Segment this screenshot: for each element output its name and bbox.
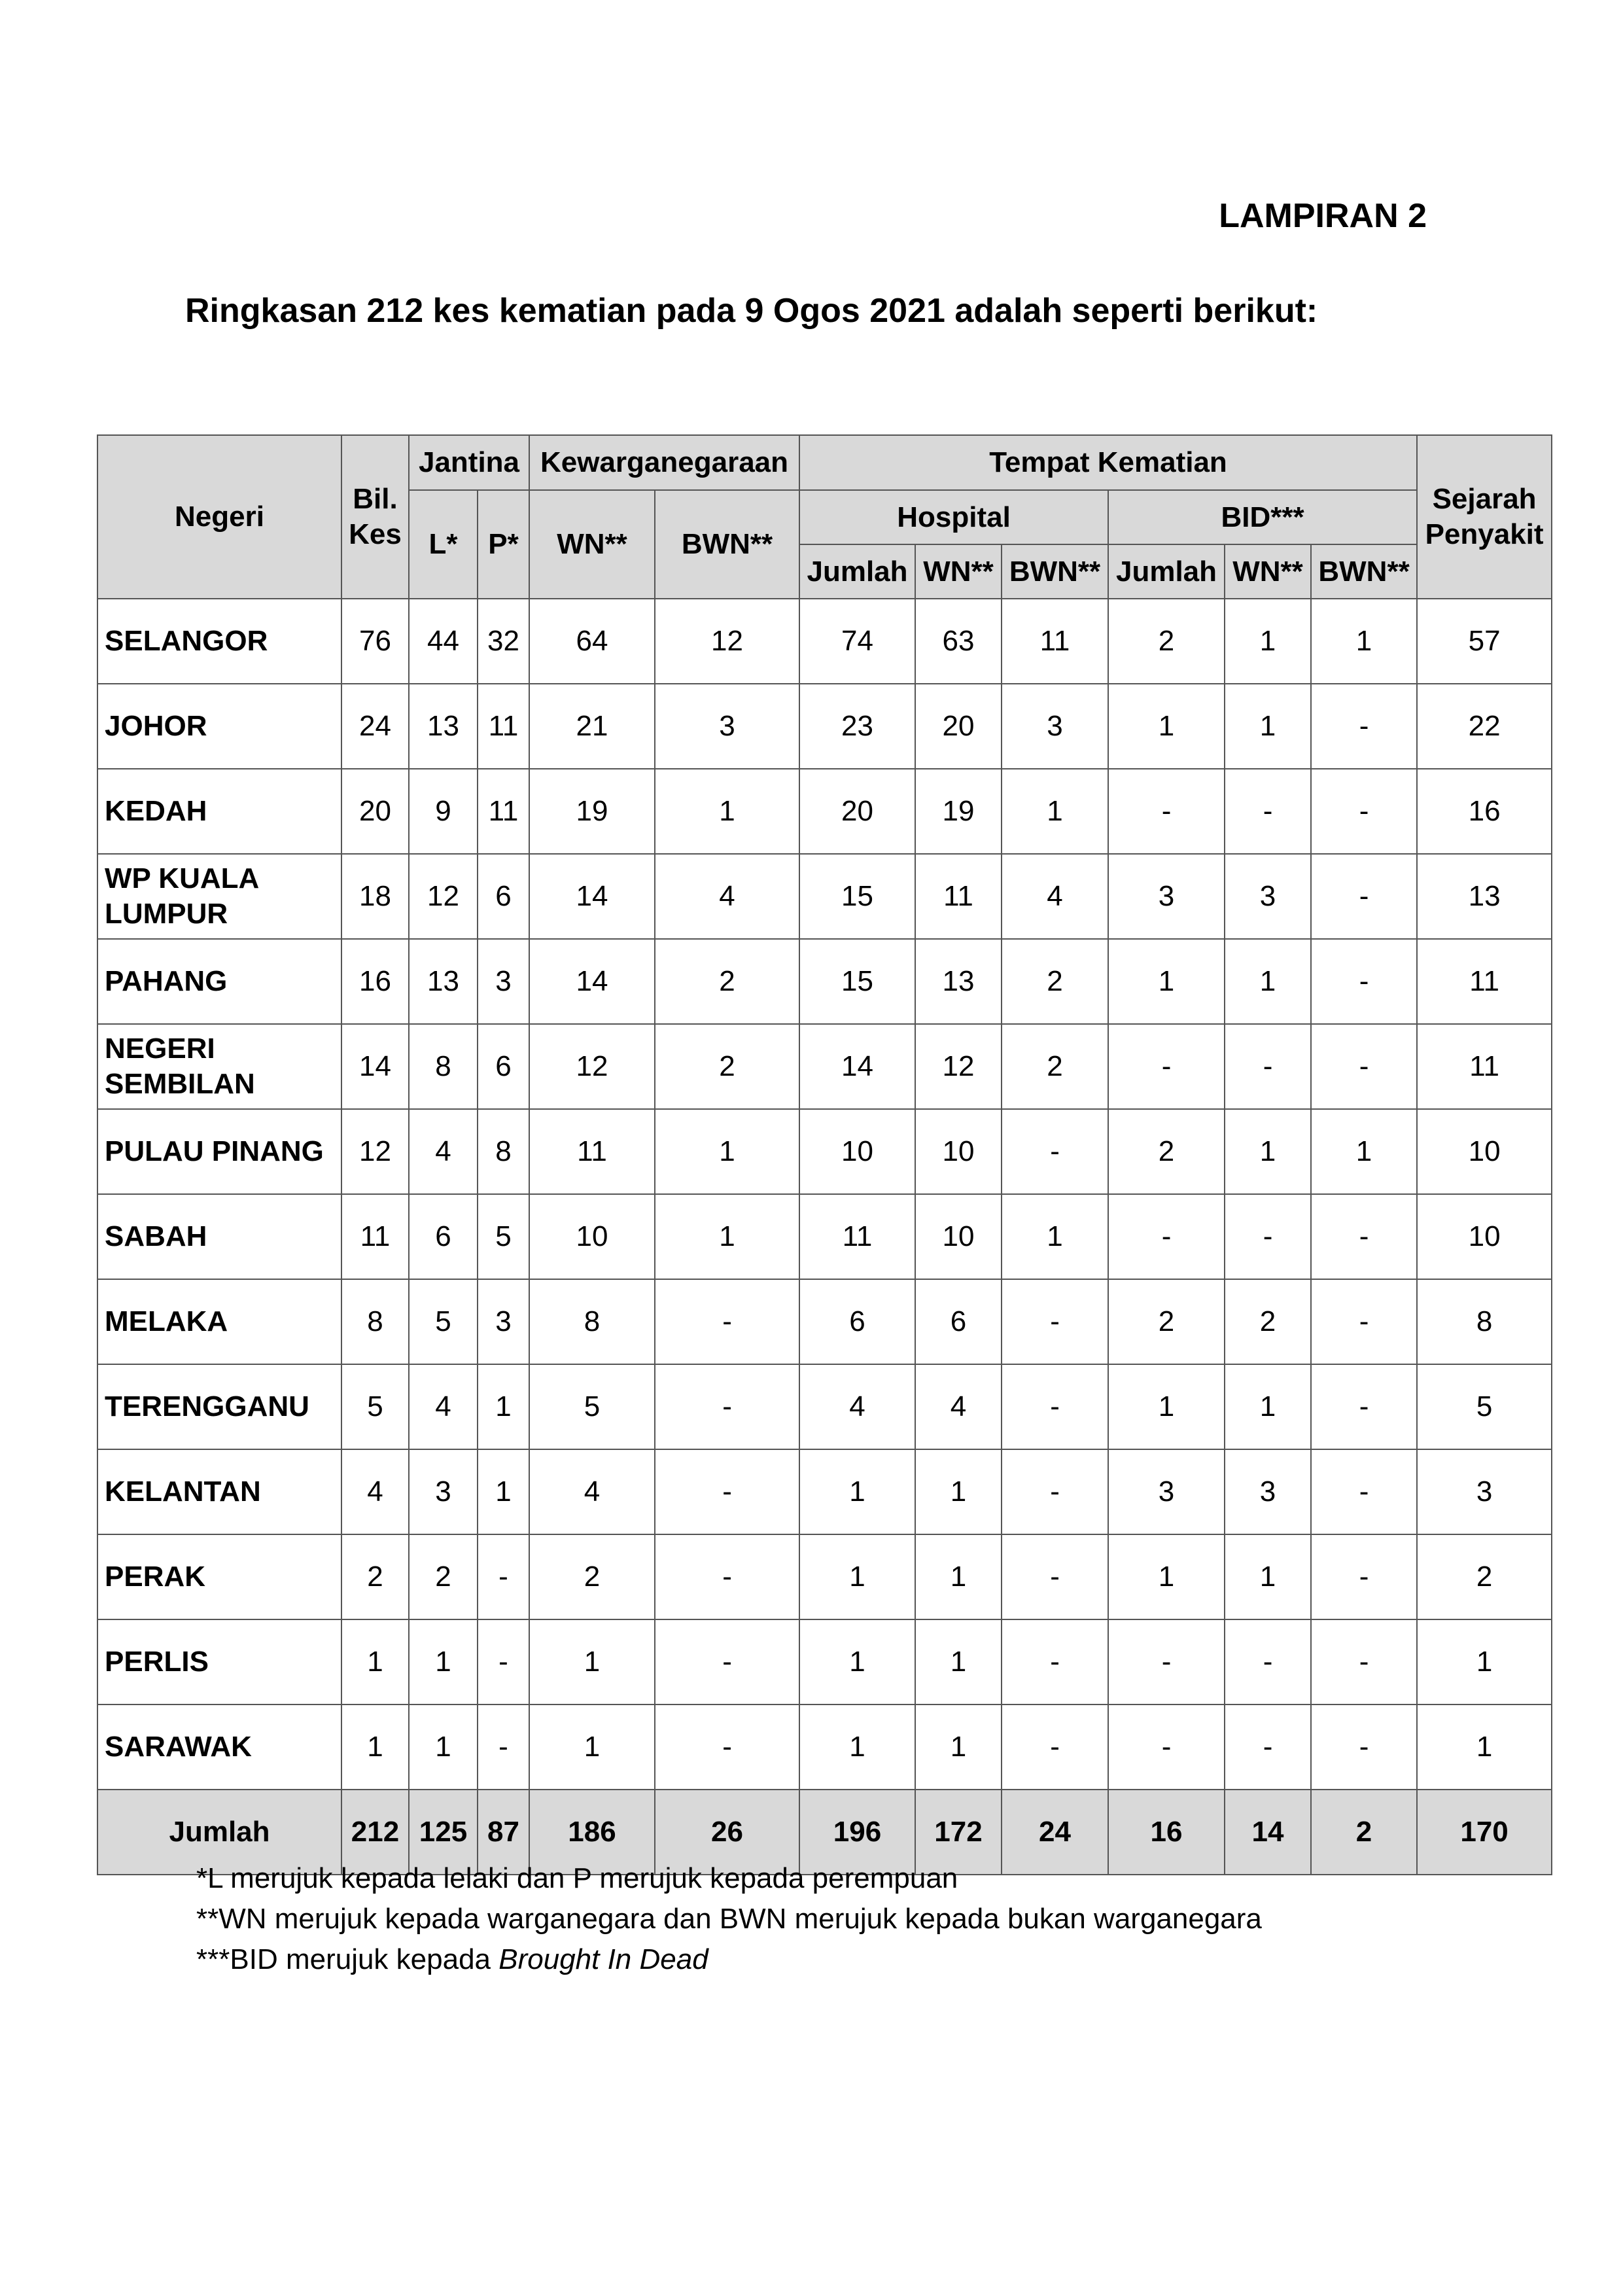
- total-p: 87: [478, 1790, 529, 1875]
- cell-p: 6: [478, 1024, 529, 1109]
- cell-bil: 8: [341, 1279, 409, 1364]
- col-bid-wn: WN**: [1225, 544, 1311, 599]
- total-l: 125: [409, 1790, 478, 1875]
- cell-h-bwn: 1: [1002, 1194, 1108, 1279]
- cell-b-jumlah: -: [1108, 1619, 1225, 1704]
- cell-p: -: [478, 1619, 529, 1704]
- cell-l: 6: [409, 1194, 478, 1279]
- cell-p: 1: [478, 1449, 529, 1534]
- cell-h-bwn: -: [1002, 1704, 1108, 1790]
- cell-bil: 4: [341, 1449, 409, 1534]
- cell-l: 8: [409, 1024, 478, 1109]
- cell-wn: 14: [529, 854, 655, 939]
- cell-wn: 2: [529, 1534, 655, 1619]
- cell-wn: 1: [529, 1619, 655, 1704]
- table-row: [97, 1279, 1552, 1364]
- cell-l: 2: [409, 1534, 478, 1619]
- cell-wn: 14: [529, 939, 655, 1024]
- cell-h-jumlah: 74: [799, 599, 915, 684]
- cell-bil: 1: [341, 1704, 409, 1790]
- col-hospital-jumlah: Jumlah: [799, 544, 915, 599]
- footnote-citizenship: **WN merujuk kepada warganegara dan BWN merujuk kepada bukan warganegara: [196, 1903, 1262, 1935]
- cell-h-bwn: -: [1002, 1619, 1108, 1704]
- cell-h-jumlah: 1: [799, 1449, 915, 1534]
- cell-wn: 64: [529, 599, 655, 684]
- cell-sejarah: 22: [1417, 684, 1552, 769]
- cell-bwn: 1: [655, 1109, 799, 1194]
- cell-l: 13: [409, 939, 478, 1024]
- col-l: L*: [409, 490, 478, 599]
- cell-bwn: 4: [655, 854, 799, 939]
- cell-negeri: PERAK: [97, 1534, 341, 1619]
- cell-bwn: 3: [655, 684, 799, 769]
- cell-bwn: 2: [655, 1024, 799, 1109]
- total-label: Jumlah: [97, 1790, 341, 1875]
- cell-p: -: [478, 1534, 529, 1619]
- cell-p: 11: [478, 684, 529, 769]
- cell-negeri: KEDAH: [97, 769, 341, 854]
- col-wn: WN**: [529, 490, 655, 599]
- cell-h-jumlah: 11: [799, 1194, 915, 1279]
- footnote-bid-italic: Brought In Dead: [498, 1943, 708, 1975]
- cell-negeri: TERENGGANU: [97, 1364, 341, 1449]
- cell-b-bwn: -: [1311, 684, 1417, 769]
- col-bid-bwn: BWN**: [1311, 544, 1417, 599]
- cell-l: 13: [409, 684, 478, 769]
- cell-sejarah: 2: [1417, 1534, 1552, 1619]
- cell-b-bwn: -: [1311, 1534, 1417, 1619]
- cell-h-wn: 10: [915, 1194, 1002, 1279]
- cell-b-wn: -: [1225, 1194, 1311, 1279]
- cell-h-bwn: -: [1002, 1449, 1108, 1534]
- total-hospital-bwn: 24: [1002, 1790, 1108, 1875]
- cell-h-jumlah: 10: [799, 1109, 915, 1194]
- col-bwn: BWN**: [655, 490, 799, 599]
- cell-b-bwn: 1: [1311, 1109, 1417, 1194]
- cell-bwn: -: [655, 1534, 799, 1619]
- col-hospital: Hospital: [799, 490, 1108, 544]
- cell-h-wn: 1: [915, 1619, 1002, 1704]
- cell-b-wn: -: [1225, 1619, 1311, 1704]
- footnote-bid-prefix: ***BID merujuk kepada: [196, 1943, 499, 1975]
- total-hospital-wn: 172: [915, 1790, 1002, 1875]
- cell-h-bwn: -: [1002, 1279, 1108, 1364]
- cell-bwn: -: [655, 1279, 799, 1364]
- cell-sejarah: 1: [1417, 1619, 1552, 1704]
- cell-b-bwn: -: [1311, 854, 1417, 939]
- cell-b-jumlah: -: [1108, 769, 1225, 854]
- col-p: P*: [478, 490, 529, 599]
- cell-b-wn: -: [1225, 1704, 1311, 1790]
- cell-wn: 5: [529, 1364, 655, 1449]
- cell-bil: 2: [341, 1534, 409, 1619]
- table-row: [97, 939, 1552, 1024]
- cell-bwn: -: [655, 1449, 799, 1534]
- cell-bil: 18: [341, 854, 409, 939]
- table-row: [97, 1024, 1552, 1109]
- cell-negeri: PULAU PINANG: [97, 1109, 341, 1194]
- cell-h-wn: 1: [915, 1449, 1002, 1534]
- cell-h-wn: 1: [915, 1534, 1002, 1619]
- cell-b-bwn: -: [1311, 939, 1417, 1024]
- cell-b-wn: -: [1225, 769, 1311, 854]
- cell-p: 3: [478, 1279, 529, 1364]
- table-row: [97, 1619, 1552, 1704]
- cell-h-bwn: 11: [1002, 599, 1108, 684]
- cell-p: 8: [478, 1109, 529, 1194]
- cell-bwn: 1: [655, 769, 799, 854]
- total-sejarah: 170: [1417, 1790, 1552, 1875]
- cell-b-bwn: -: [1311, 1024, 1417, 1109]
- cell-b-jumlah: 3: [1108, 1449, 1225, 1534]
- cell-b-wn: 3: [1225, 854, 1311, 939]
- cell-b-bwn: -: [1311, 1704, 1417, 1790]
- cell-bil: 11: [341, 1194, 409, 1279]
- cell-h-wn: 10: [915, 1109, 1002, 1194]
- cell-bil: 16: [341, 939, 409, 1024]
- cell-h-bwn: 2: [1002, 1024, 1108, 1109]
- cell-wn: 11: [529, 1109, 655, 1194]
- cell-wn: 19: [529, 769, 655, 854]
- cell-sejarah: 3: [1417, 1449, 1552, 1534]
- cell-h-wn: 63: [915, 599, 1002, 684]
- cell-sejarah: 1: [1417, 1704, 1552, 1790]
- total-hospital-jumlah: 196: [799, 1790, 915, 1875]
- cell-negeri: SABAH: [97, 1194, 341, 1279]
- col-bid: BID***: [1108, 490, 1417, 544]
- col-bid-jumlah: Jumlah: [1108, 544, 1225, 599]
- cell-bil: 76: [341, 599, 409, 684]
- cell-sejarah: 5: [1417, 1364, 1552, 1449]
- total-bwn: 26: [655, 1790, 799, 1875]
- total-bid-jumlah: 16: [1108, 1790, 1225, 1875]
- cell-bil: 24: [341, 684, 409, 769]
- col-tempat-kematian: Tempat Kematian: [799, 435, 1417, 490]
- cell-b-jumlah: 1: [1108, 1534, 1225, 1619]
- cell-sejarah: 57: [1417, 599, 1552, 684]
- cell-b-jumlah: 2: [1108, 1109, 1225, 1194]
- table-row: [97, 1534, 1552, 1619]
- cell-wn: 21: [529, 684, 655, 769]
- cell-h-jumlah: 20: [799, 769, 915, 854]
- table-row: [97, 1704, 1552, 1790]
- cell-wn: 8: [529, 1279, 655, 1364]
- table-row: [97, 599, 1552, 684]
- cell-bwn: -: [655, 1704, 799, 1790]
- cell-b-wn: 1: [1225, 1109, 1311, 1194]
- cell-p: -: [478, 1704, 529, 1790]
- cell-h-wn: 20: [915, 684, 1002, 769]
- col-jantina: Jantina: [409, 435, 529, 490]
- cell-h-jumlah: 15: [799, 939, 915, 1024]
- cell-b-bwn: -: [1311, 1449, 1417, 1534]
- cell-l: 1: [409, 1704, 478, 1790]
- cell-h-wn: 4: [915, 1364, 1002, 1449]
- total-bid-bwn: 2: [1311, 1790, 1417, 1875]
- table-row: [97, 769, 1552, 854]
- cell-l: 3: [409, 1449, 478, 1534]
- cell-b-wn: 1: [1225, 1534, 1311, 1619]
- cell-sejarah: 16: [1417, 769, 1552, 854]
- cell-h-jumlah: 1: [799, 1534, 915, 1619]
- cell-negeri: NEGERI SEMBILAN: [97, 1024, 341, 1109]
- cell-wn: 1: [529, 1704, 655, 1790]
- cell-b-bwn: 1: [1311, 599, 1417, 684]
- table-row: [97, 1194, 1552, 1279]
- cell-l: 9: [409, 769, 478, 854]
- cell-h-bwn: 2: [1002, 939, 1108, 1024]
- cell-p: 6: [478, 854, 529, 939]
- table-row: [97, 854, 1552, 939]
- cell-p: 3: [478, 939, 529, 1024]
- cell-b-wn: 1: [1225, 1364, 1311, 1449]
- cell-wn: 10: [529, 1194, 655, 1279]
- cell-h-bwn: -: [1002, 1364, 1108, 1449]
- cell-negeri: PAHANG: [97, 939, 341, 1024]
- cell-negeri: SARAWAK: [97, 1704, 341, 1790]
- cell-h-bwn: 4: [1002, 854, 1108, 939]
- cell-h-bwn: -: [1002, 1109, 1108, 1194]
- total-bil: 212: [341, 1790, 409, 1875]
- table-row: [97, 1449, 1552, 1534]
- table-row: [97, 1109, 1552, 1194]
- footnote-gender: *L merujuk kepada lelaki dan P merujuk kepada perempuan: [196, 1862, 958, 1894]
- cell-p: 11: [478, 769, 529, 854]
- cell-l: 1: [409, 1619, 478, 1704]
- table-body: [97, 599, 1552, 1790]
- cell-negeri: SELANGOR: [97, 599, 341, 684]
- cell-h-jumlah: 1: [799, 1619, 915, 1704]
- cell-negeri: JOHOR: [97, 684, 341, 769]
- death-summary-table: [97, 434, 1552, 1875]
- cell-negeri: PERLIS: [97, 1619, 341, 1704]
- cell-b-jumlah: 2: [1108, 1279, 1225, 1364]
- cell-b-wn: 1: [1225, 684, 1311, 769]
- cell-wn: 4: [529, 1449, 655, 1534]
- cell-b-jumlah: 1: [1108, 1364, 1225, 1449]
- cell-bil: 20: [341, 769, 409, 854]
- cell-l: 12: [409, 854, 478, 939]
- cell-h-bwn: 3: [1002, 684, 1108, 769]
- cell-b-jumlah: -: [1108, 1704, 1225, 1790]
- cell-l: 4: [409, 1109, 478, 1194]
- cell-sejarah: 13: [1417, 854, 1552, 939]
- cell-b-jumlah: -: [1108, 1024, 1225, 1109]
- col-negeri: Negeri: [97, 435, 341, 599]
- cell-h-jumlah: 15: [799, 854, 915, 939]
- cell-bil: 1: [341, 1619, 409, 1704]
- cell-h-bwn: -: [1002, 1534, 1108, 1619]
- footnote-bid: [196, 1939, 1262, 1980]
- cell-b-bwn: -: [1311, 769, 1417, 854]
- cell-b-bwn: -: [1311, 1194, 1417, 1279]
- cell-b-jumlah: 1: [1108, 684, 1225, 769]
- cell-bwn: -: [655, 1364, 799, 1449]
- cell-p: 5: [478, 1194, 529, 1279]
- cell-h-wn: 19: [915, 769, 1002, 854]
- cell-h-wn: 13: [915, 939, 1002, 1024]
- cell-bil: 12: [341, 1109, 409, 1194]
- cell-bwn: 1: [655, 1194, 799, 1279]
- cell-sejarah: 8: [1417, 1279, 1552, 1364]
- cell-b-bwn: -: [1311, 1279, 1417, 1364]
- cell-negeri: KELANTAN: [97, 1449, 341, 1534]
- cell-bwn: 12: [655, 599, 799, 684]
- cell-p: 32: [478, 599, 529, 684]
- cell-h-jumlah: 4: [799, 1364, 915, 1449]
- cell-h-bwn: 1: [1002, 769, 1108, 854]
- col-sejarah-penyakit: Sejarah Penyakit: [1417, 435, 1552, 599]
- cell-h-wn: 11: [915, 854, 1002, 939]
- cell-b-bwn: -: [1311, 1619, 1417, 1704]
- cell-h-jumlah: 23: [799, 684, 915, 769]
- cell-bil: 14: [341, 1024, 409, 1109]
- cell-bwn: -: [655, 1619, 799, 1704]
- cell-l: 5: [409, 1279, 478, 1364]
- cell-b-wn: 1: [1225, 939, 1311, 1024]
- cell-negeri: MELAKA: [97, 1279, 341, 1364]
- total-wn: 186: [529, 1790, 655, 1875]
- cell-p: 1: [478, 1364, 529, 1449]
- cell-b-wn: 2: [1225, 1279, 1311, 1364]
- col-bil-kes: Bil. Kes: [341, 435, 409, 599]
- cell-h-wn: 6: [915, 1279, 1002, 1364]
- cell-h-wn: 1: [915, 1704, 1002, 1790]
- cell-h-jumlah: 1: [799, 1704, 915, 1790]
- cell-b-jumlah: 1: [1108, 939, 1225, 1024]
- cell-b-bwn: -: [1311, 1364, 1417, 1449]
- cell-h-jumlah: 6: [799, 1279, 915, 1364]
- table-row: [97, 1364, 1552, 1449]
- cell-sejarah: 11: [1417, 939, 1552, 1024]
- annex-label: LAMPIRAN 2: [1219, 197, 1427, 235]
- cell-wn: 12: [529, 1024, 655, 1109]
- cell-bil: 5: [341, 1364, 409, 1449]
- cell-b-wn: 1: [1225, 599, 1311, 684]
- cell-bwn: 2: [655, 939, 799, 1024]
- cell-b-wn: -: [1225, 1024, 1311, 1109]
- cell-l: 4: [409, 1364, 478, 1449]
- table-header: [97, 435, 1552, 599]
- cell-l: 44: [409, 599, 478, 684]
- cell-negeri: WP KUALA LUMPUR: [97, 854, 341, 939]
- col-hospital-bwn: BWN**: [1002, 544, 1108, 599]
- table-row: [97, 684, 1552, 769]
- cell-b-jumlah: -: [1108, 1194, 1225, 1279]
- cell-b-wn: 3: [1225, 1449, 1311, 1534]
- footnotes: [196, 1858, 1262, 1980]
- cell-sejarah: 10: [1417, 1194, 1552, 1279]
- cell-b-jumlah: 3: [1108, 854, 1225, 939]
- cell-h-wn: 12: [915, 1024, 1002, 1109]
- cell-b-jumlah: 2: [1108, 599, 1225, 684]
- cell-sejarah: 11: [1417, 1024, 1552, 1109]
- cell-sejarah: 10: [1417, 1109, 1552, 1194]
- col-kewarganegaraan: Kewarganegaraan: [529, 435, 799, 490]
- total-bid-wn: 14: [1225, 1790, 1311, 1875]
- cell-h-jumlah: 14: [799, 1024, 915, 1109]
- col-hospital-wn: WN**: [915, 544, 1002, 599]
- intro-paragraph: Ringkasan 212 kes kematian pada 9 Ogos 2021 adalah seperti berikut:: [185, 292, 1318, 330]
